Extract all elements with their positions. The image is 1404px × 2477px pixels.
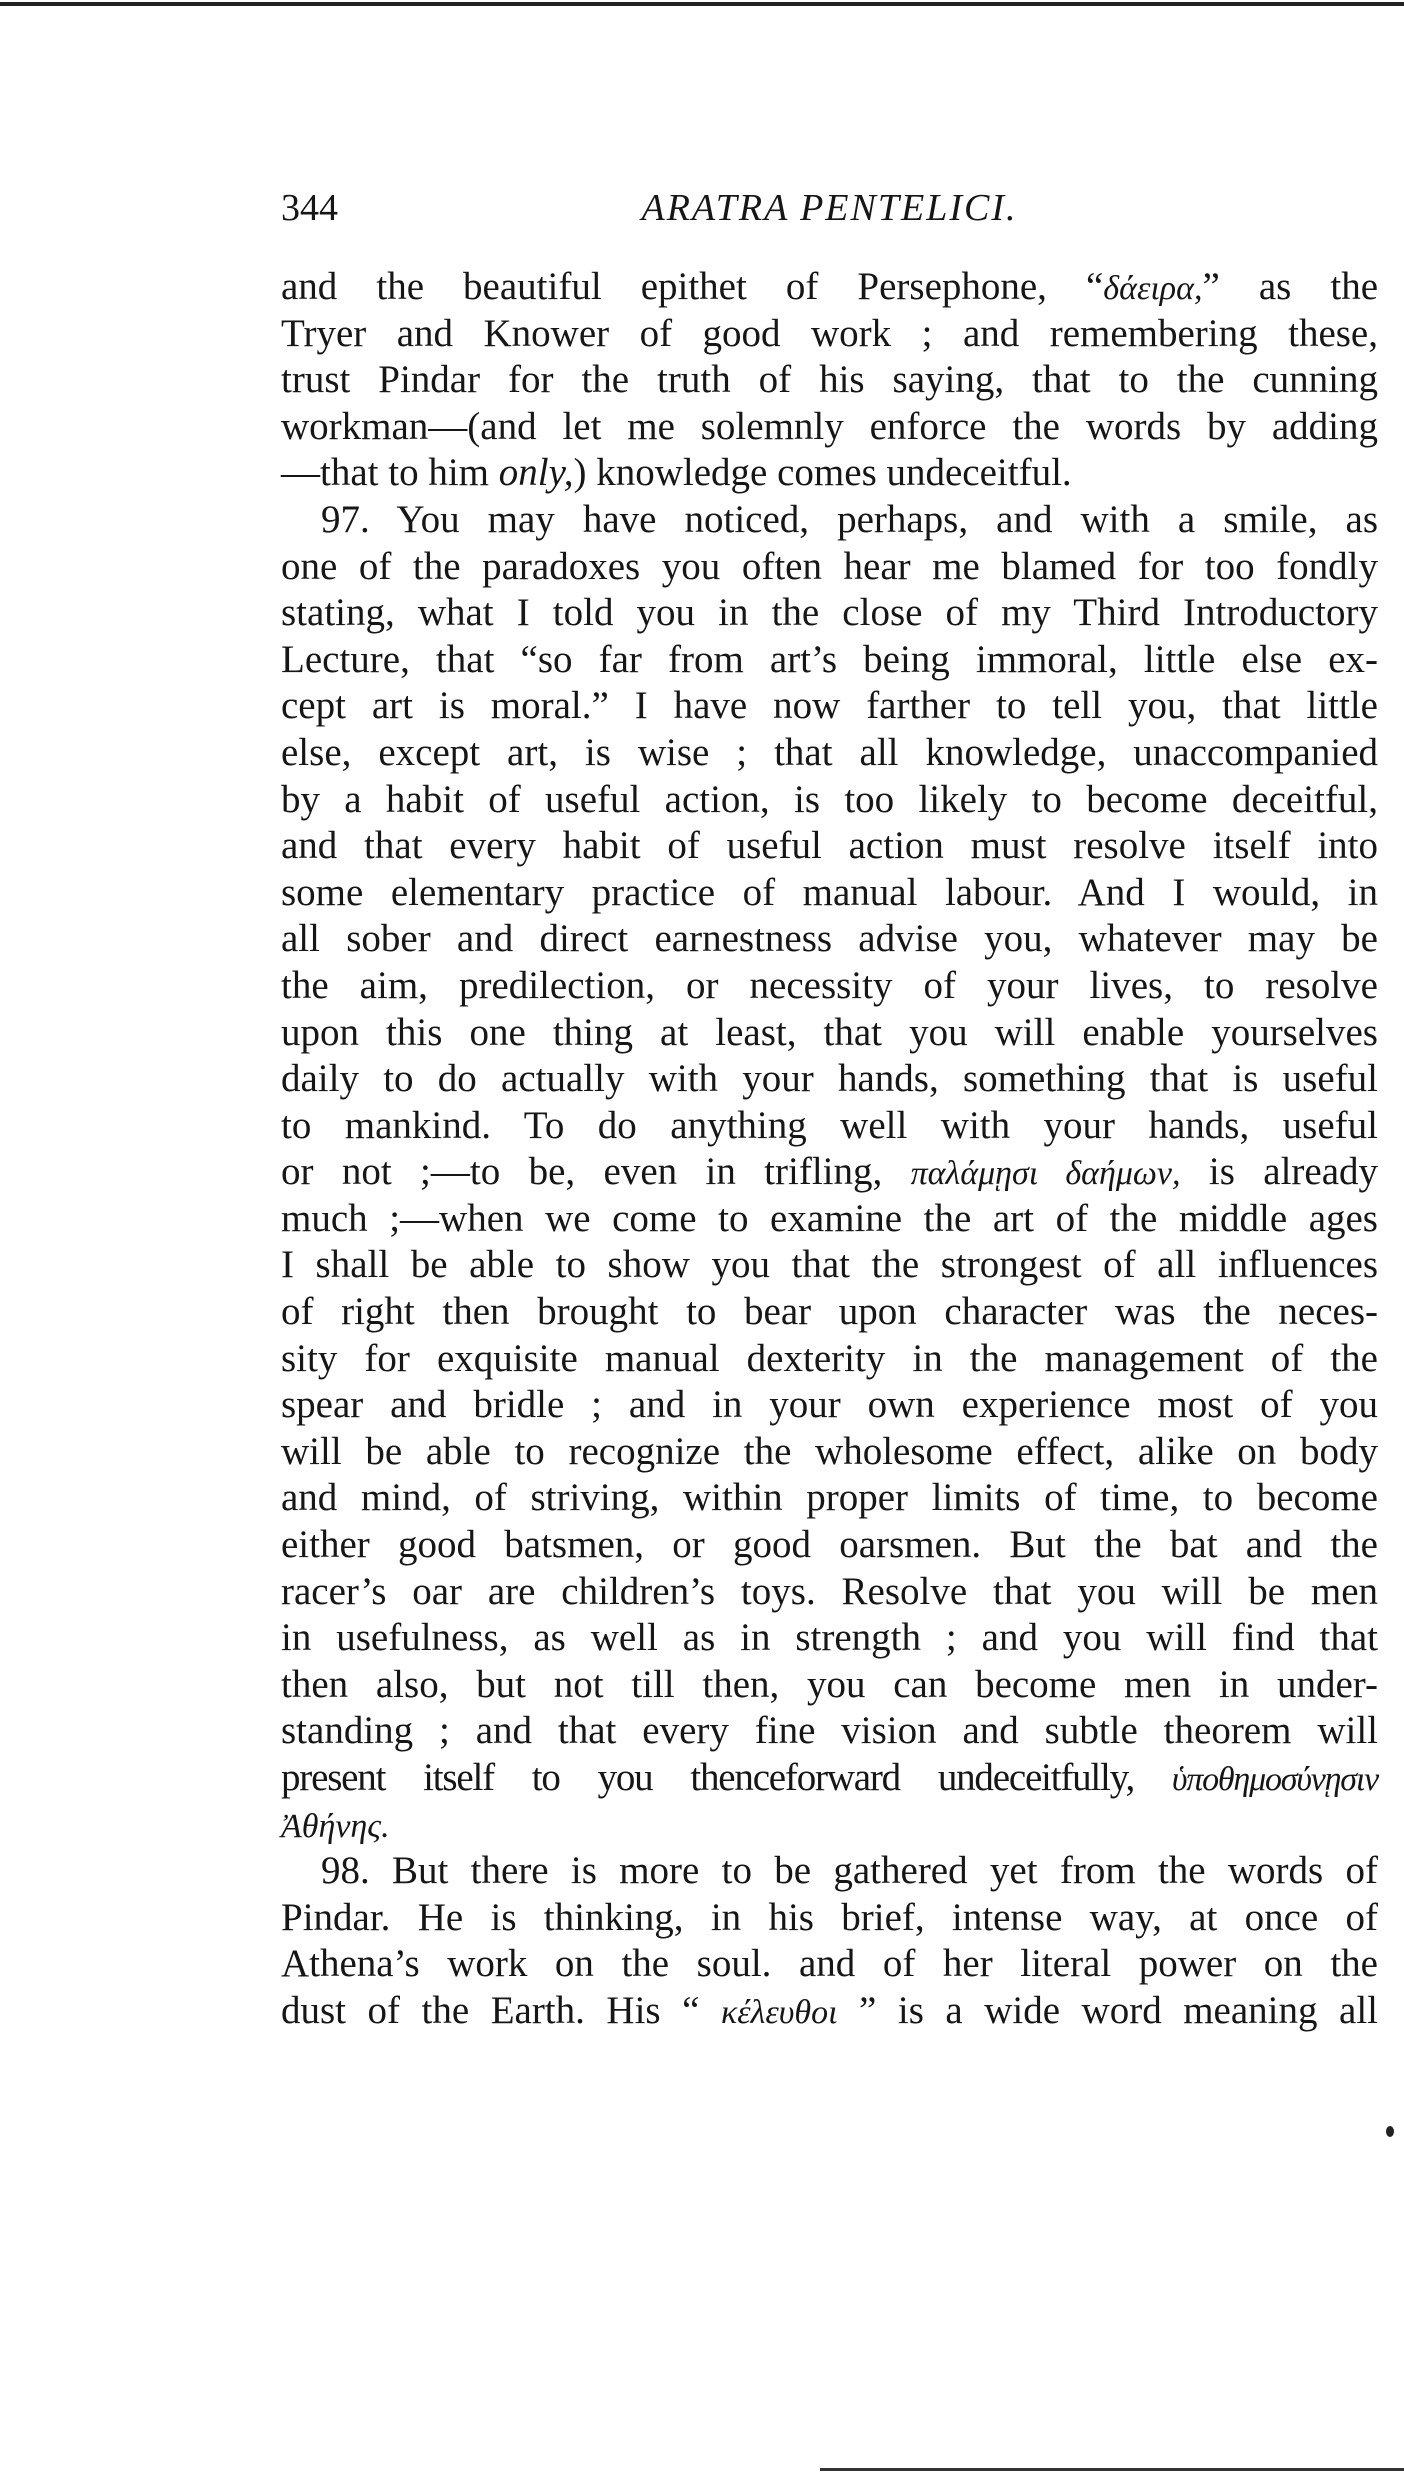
text-segment: 98. But there is more to be gathered yet from the words of xyxy=(321,1849,1378,1893)
top-scan-border xyxy=(0,2,1404,6)
text-line xyxy=(281,916,1378,963)
greek-phrase: Ἀθήνης. xyxy=(281,1807,390,1845)
text-segment: Lecture, that “so far from art’s being immoral, little else ex- xyxy=(281,637,1378,681)
text-segment: spear and bridle ; and in your own experience most of you xyxy=(281,1383,1378,1427)
text-line xyxy=(281,777,1378,824)
text-line xyxy=(281,544,1378,591)
text-line xyxy=(281,1662,1378,1709)
text-segment: upon this one thing at least, that you will enable yourselves xyxy=(281,1010,1378,1054)
text-line xyxy=(281,963,1378,1010)
text-segment: ” as the xyxy=(1202,265,1378,308)
text-segment: and that every habit of useful action must resolve itself into xyxy=(281,824,1378,868)
text-segment: Pindar. He is thinking, in his brief, intense way, at once of xyxy=(281,1895,1378,1939)
text-line xyxy=(281,450,1378,497)
text-line xyxy=(281,590,1378,637)
text-line xyxy=(281,1475,1378,1522)
text-line xyxy=(281,1242,1378,1289)
text-line xyxy=(281,1615,1378,1662)
text-segment: dust of the Earth. His “ xyxy=(281,1988,721,2032)
text-segment: ” is a wide word meaning all xyxy=(837,1988,1378,2032)
text-segment: cept art is moral.” I have now farther to tell you, that little xyxy=(281,684,1378,728)
text-segment: by a habit of useful action, is too likely to become deceitful, xyxy=(281,777,1378,821)
page-number: 344 xyxy=(281,187,338,229)
text-line xyxy=(281,1056,1378,1103)
text-segment: and the beautiful epithet of Persephone, “ xyxy=(281,265,1104,308)
greek-phrase: κέλευθοι xyxy=(720,1993,838,2031)
text-segment: daily to do actually with your hands, something that is useful xyxy=(281,1057,1378,1101)
text-segment: else, except art, is wise ; that all knowledge, unaccompanied xyxy=(281,730,1378,774)
text-line xyxy=(281,311,1378,358)
text-line xyxy=(281,1196,1378,1243)
text-line xyxy=(281,1382,1378,1429)
text-segment: some elementary practice of manual labour. And I would, in xyxy=(281,870,1378,914)
text-line xyxy=(281,1708,1378,1755)
text-line xyxy=(281,1941,1378,1988)
text-segment: will be able to recognize the wholesome effect, alike on body xyxy=(281,1429,1378,1473)
text-line xyxy=(281,1289,1378,1336)
text-segment: racer’s oar are children’s toys. Resolve that you will be men xyxy=(281,1569,1378,1613)
text-segment: in usefulness, as well as in strength ; and you will find that xyxy=(281,1616,1378,1660)
text-segment: trust Pindar for the truth of his saying, that to the cunning xyxy=(281,358,1378,402)
text-line xyxy=(281,1010,1378,1057)
greek-phrase: παλάμῃσι δαήμων, xyxy=(910,1155,1181,1193)
text-line xyxy=(281,870,1378,917)
text-line xyxy=(281,1336,1378,1383)
text-segment: is already xyxy=(1180,1150,1379,1194)
text-segment: ) knowledge comes undeceitful. xyxy=(573,451,1072,495)
text-line xyxy=(281,1522,1378,1569)
text-line xyxy=(281,1569,1378,1616)
ink-speck xyxy=(1386,2126,1394,2137)
text-segment: to mankind. To do anything well with your hands, useful xyxy=(281,1103,1378,1147)
text-line xyxy=(281,823,1378,870)
text-line xyxy=(281,357,1378,404)
running-title: ARATRA PENTELICI. xyxy=(641,187,1018,229)
text-line xyxy=(281,497,1378,544)
text-segment: Athena’s work on the soul. and of her literal power on the xyxy=(281,1942,1378,1986)
text-segment: then also, but not till then, you can become men in under- xyxy=(281,1662,1378,1706)
text-segment: —that to him xyxy=(281,451,499,495)
text-segment: sity for exquisite manual dexterity in the management of the xyxy=(281,1336,1378,1380)
text-segment: workman—(and let me solemnly enforce the words by adding xyxy=(281,404,1378,448)
text-segment: 97. You may have noticed, perhaps, and with a smile, as xyxy=(321,497,1378,541)
text-segment: either good batsmen, or good oarsmen. But the bat and the xyxy=(281,1523,1378,1567)
text-segment: and mind, of striving, within proper limits of time, to become xyxy=(281,1476,1378,1520)
text-segment: present itself to you thenceforward undeceitfully, xyxy=(281,1756,1172,1799)
text-segment: or not ;—to be, even in trifling, xyxy=(281,1150,911,1194)
text-segment: one of the paradoxes you often hear me blamed for too fondly xyxy=(281,544,1378,588)
bottom-scan-border xyxy=(820,2468,1404,2471)
text-line xyxy=(281,637,1378,684)
text-segment: stating, what I told you in the close of my Third Introductory xyxy=(281,591,1378,635)
running-head xyxy=(281,186,1378,236)
text-segment: I shall be able to show you that the strongest of all influences xyxy=(281,1243,1378,1287)
greek-phrase: ὑποθημοσύνῃσιν xyxy=(1171,1761,1378,1798)
body-text xyxy=(281,264,1378,2035)
text-line xyxy=(281,1848,1378,1895)
text-line xyxy=(281,1802,1378,1849)
text-line xyxy=(281,1149,1378,1196)
text-line xyxy=(281,730,1378,777)
greek-phrase: δάειρα, xyxy=(1103,270,1203,307)
text-line xyxy=(281,404,1378,451)
text-segment: of right then brought to bear upon character was the neces- xyxy=(281,1290,1378,1334)
text-segment: standing ; and that every fine vision and subtle theorem will xyxy=(281,1709,1378,1753)
text-line xyxy=(281,1429,1378,1476)
text-line xyxy=(281,264,1378,311)
text-line xyxy=(281,683,1378,730)
italic-text: only, xyxy=(498,451,574,495)
text-segment: Tryer and Knower of good work ; and remembering these, xyxy=(281,311,1378,355)
text-segment: much ;—when we come to examine the art of the middle ages xyxy=(281,1196,1378,1240)
text-line xyxy=(281,1103,1378,1150)
text-line xyxy=(281,1988,1378,2035)
text-line xyxy=(281,1755,1378,1802)
text-segment: the aim, predilection, or necessity of your lives, to resolve xyxy=(281,963,1378,1007)
text-line xyxy=(281,1895,1378,1942)
text-segment: all sober and direct earnestness advise you, whatever may be xyxy=(281,917,1378,961)
